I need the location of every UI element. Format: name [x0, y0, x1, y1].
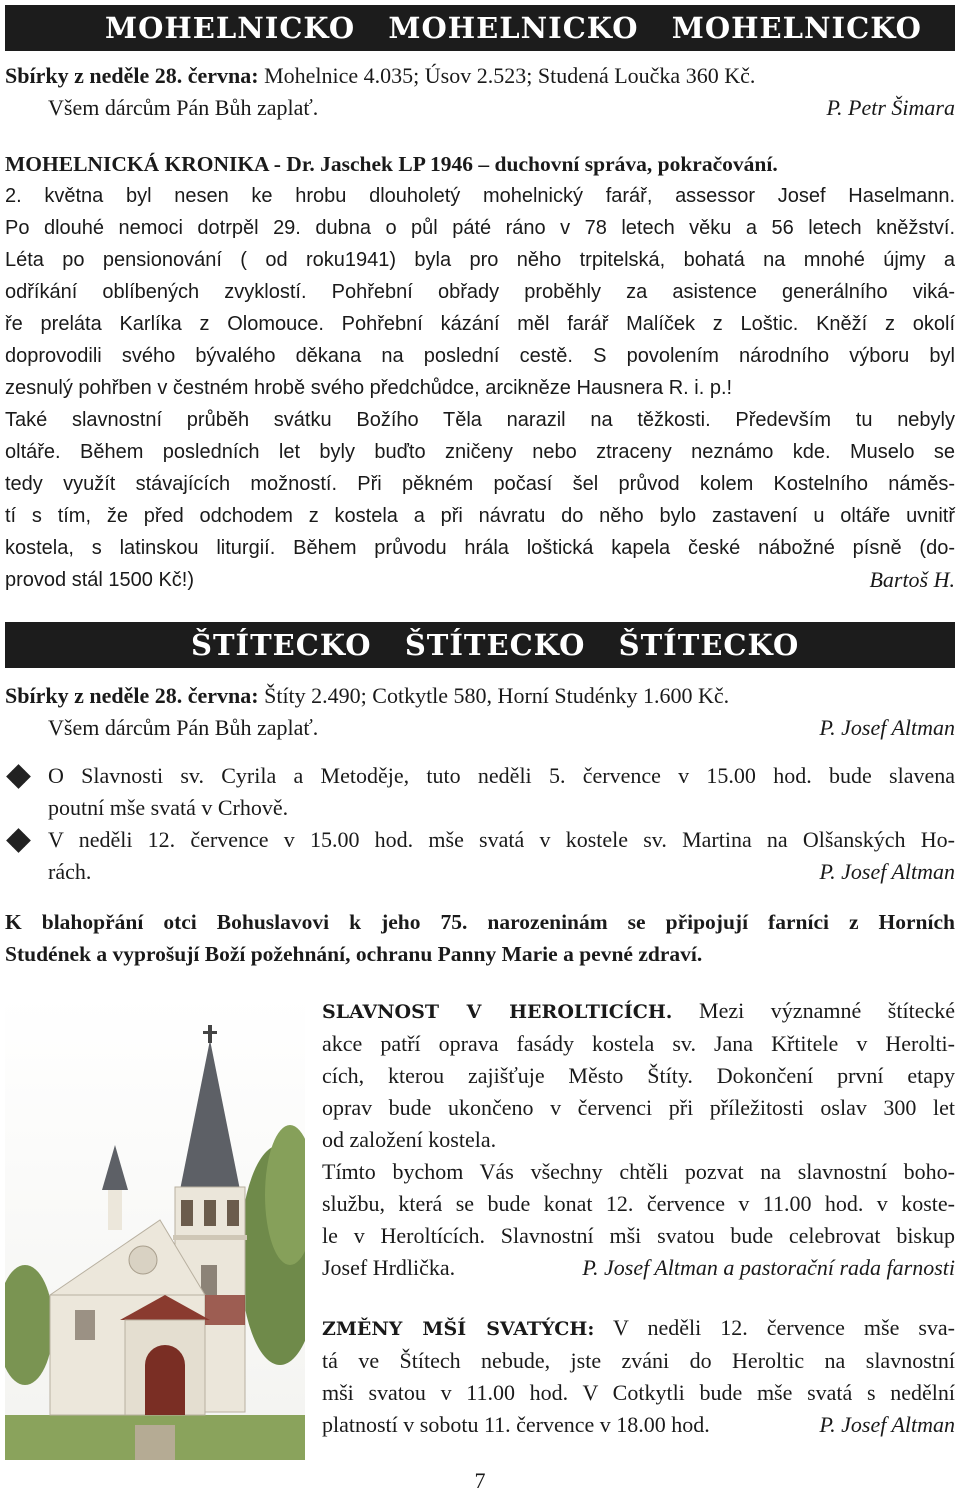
- collections-label: Sbírky z neděle 28. června:: [5, 63, 259, 88]
- text-line: K blahopřání otci Bohuslavovi k jeho 75. narozeninám se připojují farníci z Horních: [5, 910, 955, 934]
- section-banner-stitecko: ŠTÍTECKO ŠTÍTECKO ŠTÍTECKO: [5, 622, 955, 668]
- signature: P. Josef Altman: [819, 859, 955, 884]
- text-line: Léta po pensionování ( od roku1941) byla pro něho trpitelská, bohatá na mnohé újmy a: [5, 249, 955, 271]
- mohelnicko-collections: [5, 60, 955, 124]
- signature: P. Josef Altman a pastorační rada farnosti: [582, 1255, 955, 1280]
- signature: P. Josef Altman: [819, 715, 955, 740]
- collections-label: Sbírky z neděle 28. června:: [5, 683, 259, 708]
- section-banner-mohelnicko: MOHELNICKO MOHELNICKO MOHELNICKO: [5, 5, 955, 51]
- thanks-text: Všem dárcům Pán Bůh zaplať.: [48, 715, 319, 740]
- slavnost-article: SLAVNOST V HEROLTICÍCH. Mezi významné štítecké akce patří oprava fasády kostela sv. Jana Křtitele v Herolti- cích, kterou zajišťuje Město Štíty. Dokončení první etapy oprav bude ukončeno v červenci při příležitosti oslav 300 let od založení kostela. Tímto bychom Vás všechny chtěli pozvat na slavnostní boho- službu, která se bude konat 12. července v 11.00 hod. v koste- le v Heroltících. Slavnostní mši svatou bude celebrovat biskup Josef Hrdlička. P. Josef Altman a pastorační rada farnosti: [322, 995, 955, 1284]
- church-photo: [5, 995, 305, 1460]
- text-line: tedy využít stávajících možností. Při pěkném počasí šel průvod kolem Kostelního náměs-: [5, 473, 955, 495]
- chronicle-signature: Bartoš H.: [869, 567, 955, 592]
- text-line: provod stál 1500 Kč!): [5, 569, 194, 591]
- birthday-greeting: [5, 906, 955, 970]
- chronicle-title: MOHELNICKÁ KRONIKA - Dr. Jaschek LP 1946 – duchovní správa, pokračování.: [5, 152, 778, 176]
- text-line: Po dlouhé nemoci dotrpěl 29. dubna o půl páté ráno v 78 letech věku a 56 letech kněžství.: [5, 217, 955, 239]
- page-number: 7: [474, 1468, 486, 1493]
- text-line: poutní mše svatá v Crhově.: [48, 795, 289, 820]
- signature: P. Josef Altman: [819, 1412, 955, 1437]
- text-line: Studének a vyprošují Boží požehnání, ochranu Panny Marie a pevné zdraví.: [5, 942, 703, 966]
- collections-text: Mohelnice 4.035; Úsov 2.523; Studená Loučka 360 Kč.: [258, 63, 756, 88]
- article-title: ZMĚNY MŠÍ SVATÝCH:: [322, 1318, 595, 1340]
- text-line: kostela, s latinskou liturgií. Během průvodu hrála loštická kapela české nábožné písně (do-: [5, 537, 955, 559]
- text-line: oltáře. Během posledních let byly buďto zničeny nebo ztraceny neznámo kde. Muselo se: [5, 441, 955, 463]
- bullet-item-olsany: V neděli 12. července v 15.00 hod. mše svatá v kostele sv. Martina na Olšanských Ho- rách. P. Josef Altman: [5, 824, 955, 888]
- bullet-item-crhov: [5, 760, 955, 824]
- text-line: doprovodili svého bývalého děkana na poslední cestě. S povolením národního výboru byl: [5, 345, 955, 367]
- text-line: 2. května byl nesen ke hrobu dlouholetý mohelnický farář, assessor Josef Haselmann.: [5, 185, 955, 207]
- text-line: Také slavnostní průběh svátku Božího Těla narazil na těžkosti. Především tu nebyly: [5, 409, 955, 431]
- collections-text: Štíty 2.490; Cotkytle 580, Horní Studénky 1.600 Kč.: [258, 683, 730, 708]
- thanks-text: Všem dárcům Pán Bůh zaplať.: [48, 95, 319, 120]
- chronicle-text: [5, 180, 955, 596]
- text-line: zesnulý pohřben v čestném hrobě svého předchůdce, arcikněze Hausnera R. i. p.!: [5, 377, 733, 399]
- zmeny-article: ZMĚNY MŠÍ SVATÝCH: V neděli 12. července mše sva- tá ve Štítech nebude, jste zváni do Heroltic na slavnostní mši svatou v 11.00 hod. V Cotkytli bude mše svatá s nedělní platností v sobotu 11. července v 18.00 hod. P. Josef Altman: [322, 1312, 955, 1441]
- text-line: ře preláta Karlíka z Olomouce. Pohřební kázání měl farář Malíček z Loštic. Kněží z okolí: [5, 313, 955, 335]
- church-image: [5, 995, 305, 1460]
- article-title: SLAVNOST V HEROLTICÍCH.: [322, 1001, 673, 1023]
- signature: P. Petr Šimara: [826, 95, 955, 120]
- text-line: odříkání oblíbených zvyklostí. Pohřební obřady proběhly za asistence generálního viká-: [5, 281, 955, 303]
- stitecko-collections: [5, 680, 955, 744]
- text-line: tí s tím, že před odchodem z kostela a při návratu do něho bylo zastavení u oltáře uvnitř: [5, 505, 955, 527]
- text-line: O Slavnosti sv. Cyrila a Metoděje, tuto neděli 5. července v 15.00 hod. bude slavena: [48, 763, 955, 788]
